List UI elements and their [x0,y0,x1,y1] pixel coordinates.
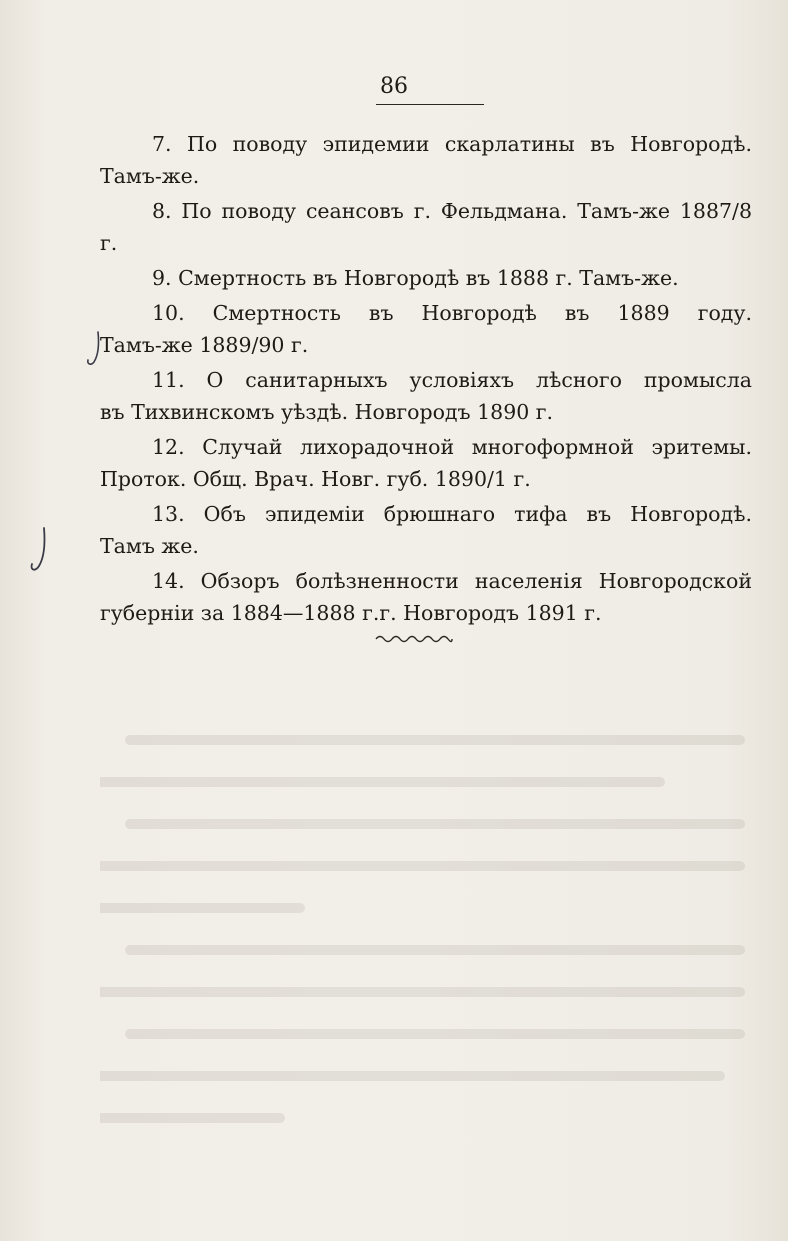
bibliography-entry-8 [100,195,752,259]
entry-text: 13. Объ эпидеміи брюшнаго тифа въ Новгородѣ. [152,502,752,526]
bibliography-entry-13 [100,498,752,562]
entry-text: 14. Обзоръ болѣзненности населенія Новгородской [152,569,752,593]
show-through-texture [100,720,760,1153]
entry-text: 11. О санитарныхъ условіяхъ лѣсного промысла [152,368,752,392]
entry-text: 7. По поводу эпидемии скарлатины въ Новгородѣ. [152,132,752,156]
bibliography-entry-7 [100,128,752,192]
entry-continuation: Тамъ-же 1889/90 г. [100,333,309,357]
bibliography-list [100,128,752,632]
entry-continuation: въ Тихвинскомъ уѣздѣ. Новгородъ 1890 г. [100,400,554,424]
entry-text: 9. Смертность въ Новгородѣ въ 1888 г. Тамъ-же. [152,266,679,290]
entry-text: 12. Случай лихорадочной многоформной эритемы. [152,435,752,459]
entry-text: 10. Смертность въ Новгородѣ въ 1889 году. [152,301,752,325]
bibliography-entry-9 [100,262,752,294]
header-rule [376,104,484,105]
end-ornament-squiggle [374,632,454,646]
bibliography-entry-14 [100,565,752,629]
entry-continuation: губерніи за 1884—1888 г.г. Новгородъ 1891 г. [100,601,602,625]
entry-text: 8. По поводу сеансовъ г. Фельдмана. Тамъ-же 1887/8 г. [100,199,752,255]
entry-continuation: Тамъ-же. [100,164,200,188]
pencil-check-mark-icon [84,330,108,370]
bibliography-entry-10 [100,297,752,361]
bibliography-entry-12 [100,431,752,495]
show-through-lines [100,720,760,1140]
page-number: 86 [380,74,408,99]
bibliography-entry-11 [100,364,752,428]
entry-continuation: Проток. Общ. Врач. Новг. губ. 1890/1 г. [100,467,531,491]
entry-continuation: Тамъ же. [100,534,199,558]
pencil-check-mark-icon [26,526,52,576]
